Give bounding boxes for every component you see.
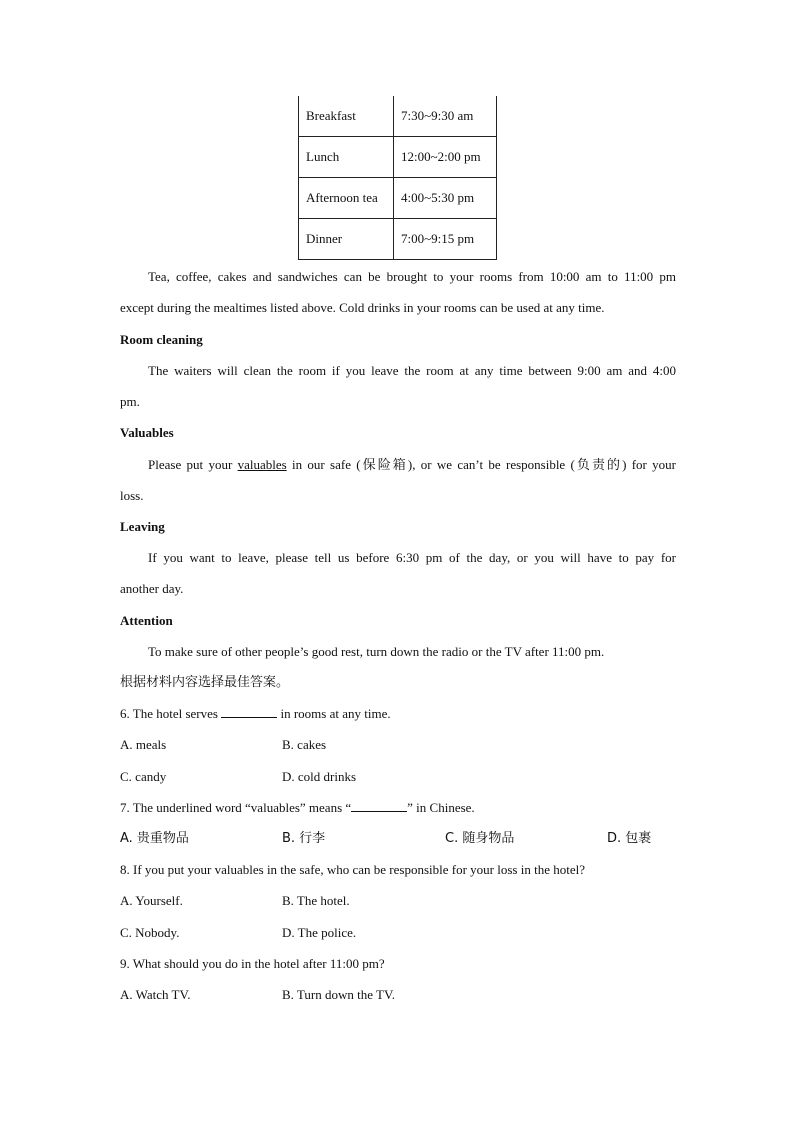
leaving-text: If you want to leave, please tell us before 6:30 pm of the day, or you will have to pay for [148, 550, 676, 565]
option-a[interactable]: A. Yourself. [120, 893, 183, 908]
meal-time: 7:30~9:30 am [394, 96, 497, 137]
question-text: in rooms at any time. [277, 706, 391, 721]
valuables-text-pre: Please put your [148, 457, 238, 472]
table-row [299, 219, 497, 260]
option-b[interactable]: B. Turn down the TV. [282, 987, 395, 1002]
section-heading-valuables: Valuables [120, 425, 174, 440]
answer-blank [351, 799, 407, 812]
section-heading-attention: Attention [120, 613, 173, 628]
answer-blank [221, 705, 277, 718]
option-c[interactable]: C. 随身物品 [445, 831, 515, 846]
leaving-text: another day. [120, 581, 184, 596]
instruction-text: 根据材料内容选择最佳答案。 [120, 675, 290, 690]
section-heading-room-cleaning: Room cleaning [120, 332, 203, 347]
intro-paragraph-line: Tea, coffee, cakes and sandwiches can be brought to your rooms from 10:00 am to 11:00 pm [148, 269, 676, 284]
question-text: ” in Chinese. [407, 800, 475, 815]
meal-times-table [298, 96, 497, 260]
meal-name: Afternoon tea [299, 178, 394, 219]
valuables-text-rest: in our safe (保险箱), or we can’t be responsible (负责的) for your [286, 457, 677, 472]
option-d[interactable]: D. The police. [282, 925, 357, 940]
room-cleaning-text: The waiters will clean the room if you leave the room at any time between 9:00 am and 4:00 [148, 363, 676, 378]
option-a[interactable]: A. meals [120, 737, 167, 752]
meal-time: 4:00~5:30 pm [394, 178, 497, 219]
question-text: 6. The hotel serves [120, 706, 222, 721]
question-6-stem [120, 704, 676, 724]
option-a[interactable]: A. Watch TV. [120, 987, 191, 1002]
option-d[interactable]: D. 包裹 [607, 831, 652, 846]
option-c[interactable]: C. Nobody. [120, 925, 180, 940]
room-cleaning-text: pm. [120, 394, 140, 409]
meal-time: 12:00~2:00 pm [394, 137, 497, 178]
option-b[interactable]: B. cakes [282, 737, 327, 752]
option-d[interactable]: D. cold drinks [282, 769, 357, 784]
valuables-text [120, 455, 676, 475]
intro-paragraph-line: except during the mealtimes listed above. Cold drinks in your rooms can be used at any time. [120, 300, 605, 315]
meal-time: 7:00~9:15 pm [394, 219, 497, 260]
meal-name: Dinner [299, 219, 394, 260]
valuables-text: loss. [120, 488, 144, 503]
underlined-word-valuables: valuables [237, 457, 287, 472]
table-row [299, 96, 497, 137]
option-b[interactable]: B. The hotel. [282, 893, 350, 908]
table-row [299, 178, 497, 219]
option-b[interactable]: B. 行李 [282, 831, 326, 846]
table-row [299, 137, 497, 178]
option-c[interactable]: C. candy [120, 769, 167, 784]
option-a[interactable]: A. 贵重物品 [120, 831, 189, 846]
question-7-stem [120, 798, 676, 818]
question-8-stem: 8. If you put your valuables in the safe, who can be responsible for your loss in the hotel? [120, 862, 585, 877]
meal-name: Lunch [299, 137, 394, 178]
question-9-stem: 9. What should you do in the hotel after 11:00 pm? [120, 956, 385, 971]
section-heading-leaving: Leaving [120, 519, 165, 534]
question-text: 7. The underlined word “valuables” means “ [120, 800, 352, 815]
meal-name: Breakfast [299, 96, 394, 137]
attention-text: To make sure of other people’s good rest, turn down the radio or the TV after 11:00 pm. [148, 644, 605, 659]
